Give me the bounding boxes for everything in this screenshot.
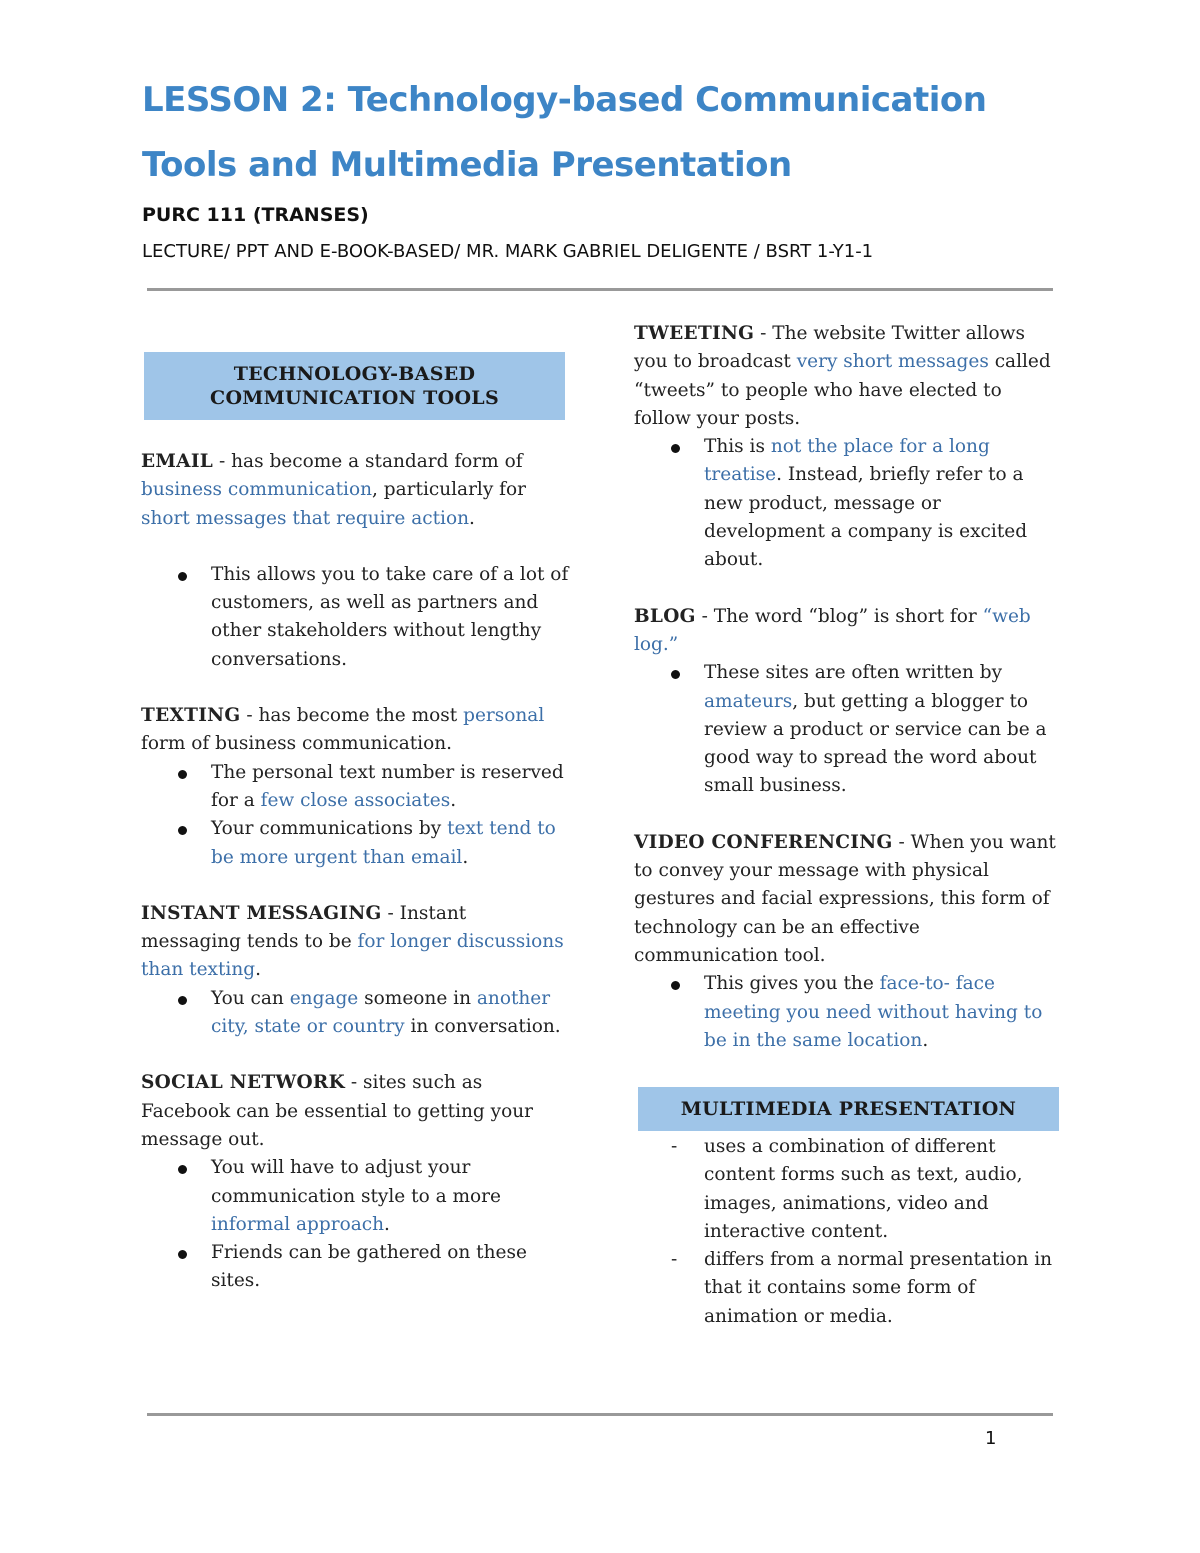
video-paragraph: VIDEO CONFERENCING - When you want to convey your message with physical gestures and facial expressions, this form of technology can be an effective communication tool.: [634, 831, 1056, 966]
page-number: 1: [985, 1428, 997, 1449]
section-header-line2: COMMUNICATION TOOLS: [210, 387, 499, 409]
blog-term: BLOG: [634, 605, 696, 627]
section-header-line1: TECHNOLOGY-BASED: [233, 363, 476, 385]
tweeting-paragraph: TWEETING - The website Twitter allows you to broadcast very short messages called “tweets” to people who have elected to follow your posts.: [634, 323, 1051, 429]
top-divider: [147, 288, 1053, 291]
email-paragraph: [141, 448, 571, 533]
email-text: - has become a standard form of: [213, 451, 523, 472]
bullet-item: This gives you the face-to- face meeting you need without having to be in the same location.: [704, 970, 1059, 1055]
lesson-title-line1: LESSON 2: Technology-based Communication: [142, 80, 987, 120]
email-term: EMAIL: [141, 451, 214, 472]
right-column: [634, 320, 1059, 1055]
tweeting-term: TWEETING: [634, 323, 755, 344]
tweeting-bullets: [634, 433, 1059, 574]
email-text: , particularly for: [372, 479, 527, 501]
texting-text: form of business communication.: [141, 733, 453, 755]
social-paragraph: SOCIAL NETWORK - sites such as Facebook can be essential to getting your message out.: [141, 1072, 533, 1150]
video-bullets: [634, 970, 1059, 1055]
bullet-item: The personal text number is reserved for a few close associates.: [211, 759, 571, 816]
video-term: VIDEO CONFERENCING: [634, 831, 893, 853]
section-header-tech-tools: [144, 352, 565, 420]
email-bullets: [141, 561, 571, 674]
texting-paragraph: [141, 702, 571, 759]
texting-highlight: personal: [463, 705, 545, 727]
bullet-item: This allows you to take care of a lot of customers, as well as partners and other stakeholders without lengthy conversations.: [211, 561, 571, 674]
texting-term: TEXTING: [141, 705, 241, 727]
lesson-title-line2: Tools and Multimedia Presentation: [142, 145, 792, 185]
section-header-multimedia: MULTIMEDIA PRESENTATION: [638, 1087, 1059, 1131]
blog-bullets: [634, 659, 1059, 800]
texting-text: - has become the most: [240, 705, 464, 727]
lecture-subtitle: LECTURE/ PPT AND E-BOOK-BASED/ MR. MARK GABRIEL DELIGENTE / BSRT 1-Y1-1: [142, 241, 874, 262]
email-text: .: [469, 507, 475, 529]
bullet-item: These sites are often written by amateurs, but getting a blogger to review a product or service can be a good way to spread the word about small business.: [704, 659, 1059, 800]
bullet-item: Friends can be gathered on these sites.: [211, 1239, 571, 1296]
multimedia-list: [634, 1133, 1059, 1331]
dash-item: - uses a combination of different content forms such as text, audio, images, animations, video and interactive content.: [704, 1133, 1059, 1246]
social-bullets: [141, 1154, 571, 1295]
texting-bullets: [141, 759, 571, 872]
multimedia-list-container: [634, 1133, 1059, 1331]
blog-paragraph: BLOG - The word “blog” is short for “web log.”: [634, 605, 1031, 655]
im-paragraph: INSTANT MESSAGING - Instant messaging tends to be for longer discussions than texting.: [141, 902, 564, 981]
email-highlight: business communication: [141, 479, 373, 501]
bullet-item: You will have to adjust your communication style to a more informal approach.: [211, 1154, 571, 1239]
course-code: PURC 111 (TRANSES): [142, 204, 369, 226]
im-term: INSTANT MESSAGING: [141, 902, 382, 924]
bullet-item: This is not the place for a long treatise. Instead, briefly refer to a new product, message or development a company is excited about.: [704, 433, 1059, 574]
bullet-item: Your communications by text tend to be more urgent than email.: [211, 815, 571, 872]
email-highlight: short messages that require action: [141, 507, 470, 529]
dash-item: - differs from a normal presentation in that it contains some form of animation or media.: [704, 1246, 1059, 1331]
bottom-divider: [147, 1413, 1053, 1416]
left-column: [141, 448, 571, 1296]
im-bullets: [141, 985, 571, 1042]
social-term: SOCIAL NETWORK: [141, 1072, 345, 1094]
bullet-item: You can engage someone in another city, state or country in conversation.: [211, 985, 571, 1042]
